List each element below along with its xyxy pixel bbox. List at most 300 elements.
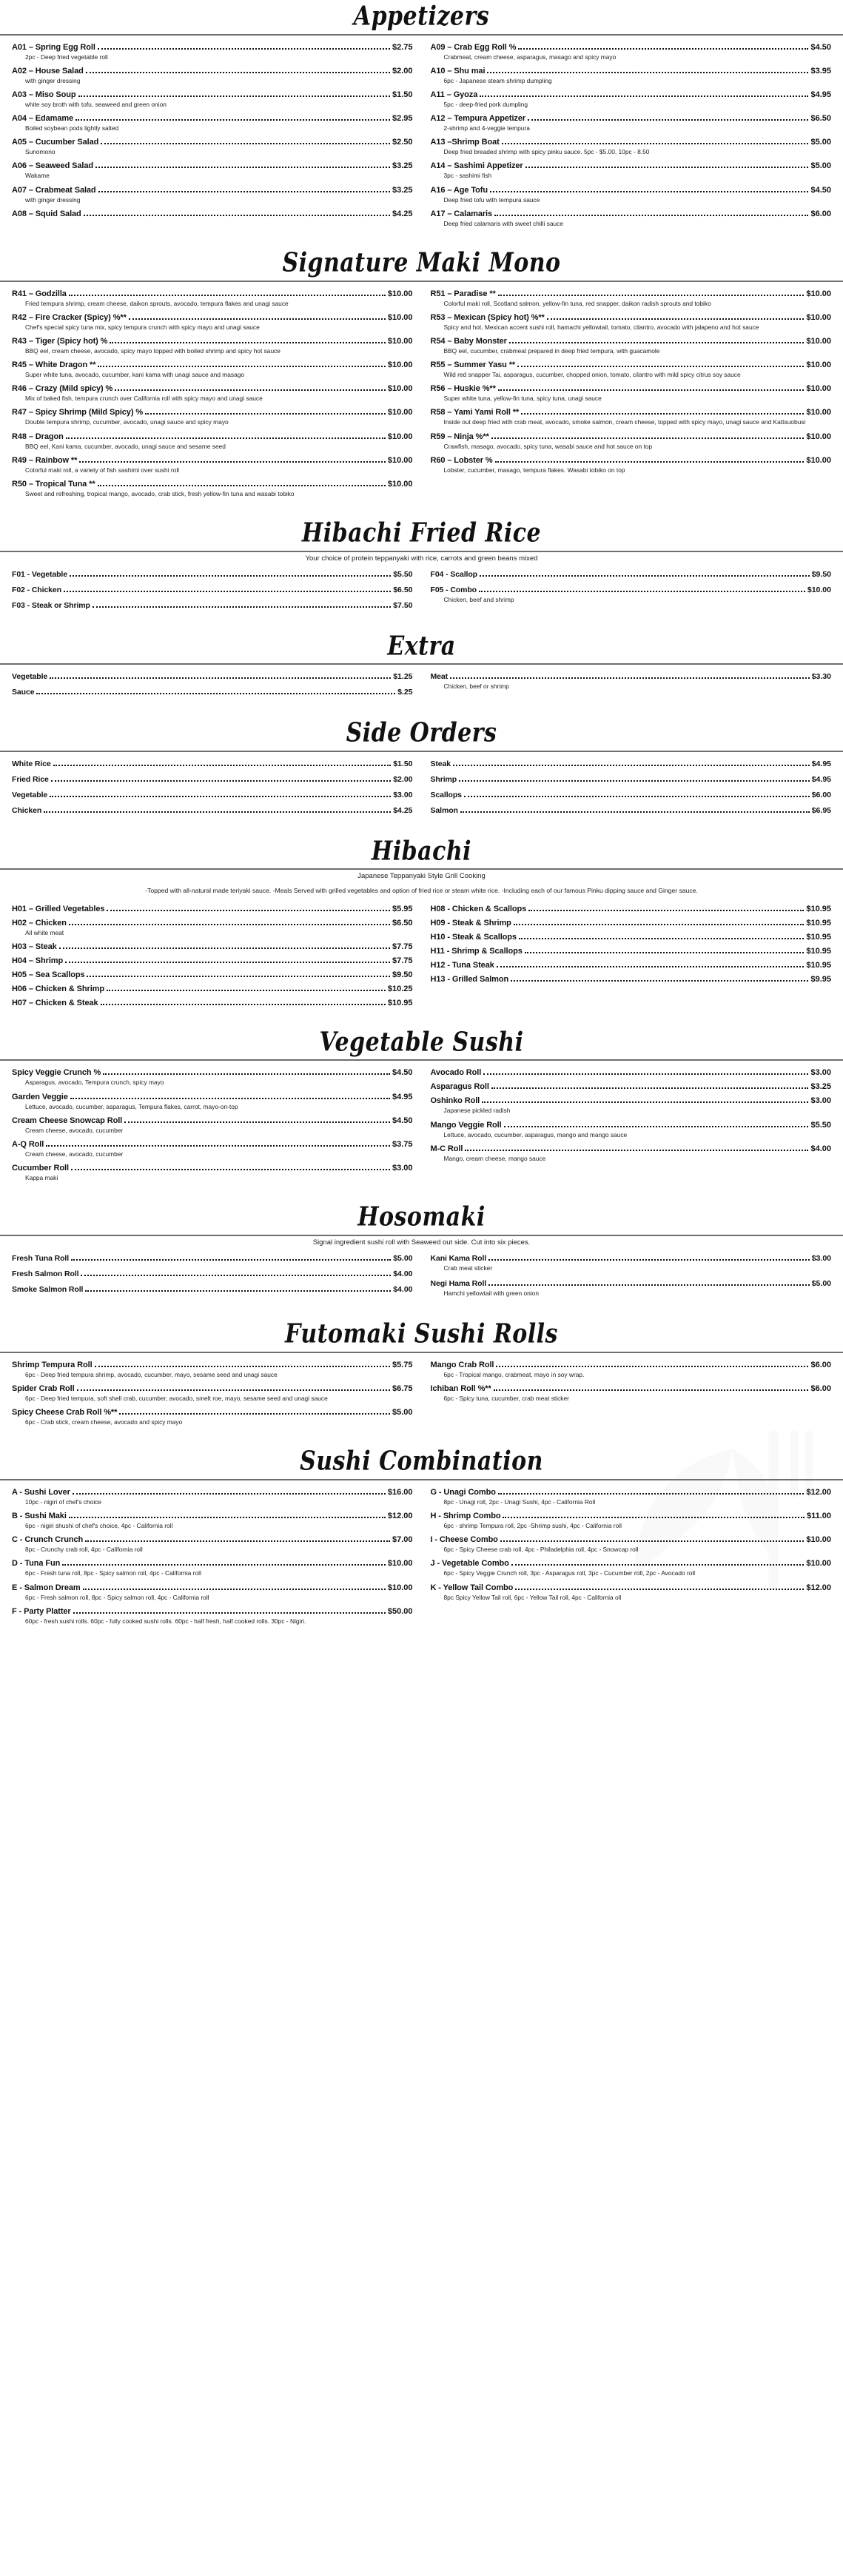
section-spacer: [0, 1187, 843, 1201]
menu-item: [431, 138, 832, 156]
menu-item-line: [12, 408, 413, 417]
leader-dots: [519, 935, 804, 939]
menu-item-line: [12, 1361, 413, 1369]
menu-item-price: $4.25: [393, 805, 413, 815]
menu-item: [12, 1164, 413, 1182]
menu-item-name: H08 - Chicken & Scallops: [430, 904, 527, 913]
menu-item-price: $5.75: [392, 1360, 413, 1369]
leader-dots: [494, 212, 808, 216]
menu-item: [12, 186, 413, 204]
menu-item: [12, 289, 413, 308]
leader-dots: [101, 140, 390, 144]
menu-item-price: $10.00: [387, 480, 413, 489]
menu-item-name: R50 – Tropical Tuna **: [12, 480, 95, 489]
menu-item-line: [12, 1607, 413, 1616]
menu-item: [431, 313, 832, 332]
leader-dots: [479, 588, 805, 592]
leader-dots: [509, 339, 804, 343]
menu-item-line: [431, 1068, 832, 1077]
leader-dots: [107, 907, 390, 911]
menu-item-price: $5.00: [392, 1408, 413, 1418]
menu-item: [12, 456, 413, 474]
menu-item-description: Chicken, beef or shrimp: [443, 682, 509, 691]
menu-item-price: $10.00: [806, 384, 831, 394]
leader-dots: [498, 292, 805, 296]
menu-item-price: $10.00: [387, 336, 413, 346]
leader-dots: [502, 140, 809, 144]
menu-item: [12, 360, 413, 379]
menu-item: [12, 919, 413, 937]
menu-item-description: 6pc - Crab stick, cream cheese, avocado and spicy mayo: [25, 1418, 183, 1426]
menu-item-name: F01 - Vegetable: [12, 569, 67, 579]
section-header: [0, 717, 843, 752]
menu-item-description: 8pc - Crunchy crab roll, 4pc - California roll: [25, 1546, 143, 1554]
menu-item-line: [12, 1285, 413, 1294]
menu-item-price: $3.95: [810, 66, 831, 76]
menu-item-description: Crabmeat, cream cheese, asparagus, masago and spicy mayo: [443, 53, 617, 61]
column-left: [12, 1488, 413, 1631]
leader-dots: [491, 1084, 809, 1089]
menu-item-line: [12, 456, 413, 465]
menu-item-name: R53 – Mexican (Spicy hot) %**: [430, 312, 545, 322]
menu-item-line: [431, 1254, 832, 1263]
menu-item-price: $10.00: [807, 585, 831, 594]
menu-item: [12, 1408, 413, 1426]
menu-item-name: R51 – Paradise **: [430, 289, 496, 298]
menu-item-name: R54 – Baby Monster: [430, 336, 507, 346]
section-divider: [0, 281, 843, 282]
menu-item-line: [12, 360, 413, 369]
menu-item-name: Oshinko Roll: [430, 1096, 480, 1106]
menu-item-name: H10 - Steak & Scallops: [430, 932, 517, 942]
menu-item-price: $10.00: [387, 360, 413, 370]
menu-item-name: R43 – Tiger (Spicy hot) %: [12, 336, 108, 346]
menu-item-name: R55 – Summer Yasu **: [430, 360, 516, 370]
leader-dots: [525, 164, 809, 168]
leader-dots: [101, 1001, 386, 1005]
menu-item-line: [12, 209, 413, 218]
menu-item-line: [12, 1583, 413, 1592]
menu-item-description: Boiled soybean pods lightly salted: [25, 124, 119, 133]
section-title: Sushi Combination: [300, 1446, 543, 1477]
menu-item-line: [431, 586, 832, 594]
section-note: -Topped with all-natural made teriyaki sauce. -Meals Served with grilled vegetables and option of fried rice or steam white rice. -Including each of our famous Pinku dipping sauce and Ginger sauce.: [145, 887, 698, 895]
menu-item-name: Asparagus Roll: [430, 1082, 489, 1092]
menu-item-price: $5.95: [392, 904, 413, 913]
menu-item-name: A16 – Age Tofu: [430, 185, 488, 195]
leader-dots: [497, 963, 805, 967]
menu-item-description: BBQ eel, Kani kama, cucumber, avocado, unagi sauce and sesame seed: [25, 442, 226, 450]
menu-item-line: [12, 985, 413, 993]
menu-item: [12, 209, 413, 218]
menu-item: [431, 337, 832, 355]
menu-item-name: Chicken: [12, 805, 42, 815]
menu-item: [431, 791, 832, 799]
menu-item: [12, 1254, 413, 1263]
menu-item: [431, 775, 832, 784]
menu-item: [12, 384, 413, 403]
menu-item-name: Fresh Salmon Roll: [12, 1269, 79, 1278]
menu-item-name: H11 - Shrimp & Scallops: [430, 946, 523, 956]
menu-item-line: [431, 919, 832, 928]
menu-item-description: Japanese pickled radish: [443, 1107, 511, 1115]
section-title: Hosomaki: [357, 1202, 486, 1233]
leader-dots: [86, 69, 390, 73]
menu-item: [431, 1121, 832, 1139]
leader-dots: [62, 1561, 386, 1566]
menu-item-name: A08 – Squid Salad: [12, 209, 81, 218]
leader-dots: [75, 116, 390, 121]
menu-item-name: J - Vegetable Combo: [430, 1559, 509, 1569]
leader-dots: [98, 482, 386, 486]
menu-item-name: A12 – Tempura Appetizer: [430, 114, 526, 124]
menu-item-price: $10.00: [387, 455, 413, 465]
menu-item-line: [12, 43, 413, 52]
section-header: [0, 835, 843, 881]
menu-item-name: A07 – Crabmeat Salad: [12, 185, 96, 195]
menu-item-description: Spicy and hot, Mexican accent sushi roll, hamachi yellowtail, tomato, cilantro, avocado with jalapeno and hot sauce: [443, 323, 759, 331]
menu-item: [12, 601, 413, 610]
menu-item-description: Mix of baked fish, tempura crunch over California roll with spicy mayo and unagi sauce: [25, 395, 263, 403]
menu-item-price: $10.00: [806, 289, 831, 298]
menu-item-name: Scallops: [430, 790, 462, 799]
menu-item-price: $6.00: [810, 1360, 831, 1369]
leader-dots: [483, 1070, 808, 1075]
menu-item-name: Mango Crab Roll: [430, 1360, 494, 1369]
menu-item-description: Deep fried breaded shrimp with spicy pinku sauce. 5pc - $5.00, 10pc - 8.50: [443, 148, 650, 156]
menu-item-price: $11.00: [806, 1512, 831, 1521]
menu-item-price: $10.00: [806, 1535, 831, 1545]
menu-item-line: [12, 384, 413, 393]
section-columns: [0, 1061, 843, 1187]
menu-item-price: $7.75: [392, 956, 413, 965]
menu-item-price: $10.00: [387, 384, 413, 394]
menu-item: [431, 1096, 832, 1115]
leader-dots: [491, 435, 805, 439]
menu-item-line: [431, 961, 832, 970]
menu-item-description: Crawfish, masago, avocado, spicy tuna, wasabi sauce and hot sauce on top: [443, 442, 653, 450]
section-columns: [0, 1480, 843, 1631]
menu-item-description: Asparagus, avocado, Tempura crunch, spicy mayo: [25, 1079, 164, 1087]
menu-item: [431, 1512, 832, 1530]
menu-item: [431, 1254, 832, 1272]
menu-item: [431, 961, 832, 970]
menu-item-line: [12, 806, 413, 815]
section-spacer: [0, 617, 843, 630]
leader-dots: [503, 1514, 805, 1518]
leader-dots: [498, 386, 805, 391]
menu-item: [12, 1384, 413, 1403]
menu-item: [431, 806, 832, 815]
menu-item: [12, 1140, 413, 1158]
menu-item: [431, 67, 832, 85]
menu-item-line: [12, 1093, 413, 1101]
menu-item-line: [12, 337, 413, 346]
menu-item-name: R59 – Ninja %**: [430, 432, 489, 441]
menu-item-price: $6.75: [392, 1383, 413, 1393]
menu-item-name: R42 – Fire Cracker (Spicy) %**: [12, 312, 127, 322]
menu-item-name: A17 – Calamaris: [430, 209, 492, 218]
menu-item-description: Sunomono: [25, 148, 56, 156]
leader-dots: [98, 45, 390, 50]
menu-item-description: Sweet and refreshing, tropical mango, avocado, crab stick, fresh yellow-fin tuna and wasabi tobiko: [25, 490, 295, 497]
menu-item-name: Spicy Veggie Crunch %: [12, 1068, 101, 1078]
menu-item-description: Inside out deep fried with crab meat, avocado, smoke salmon, cream cheese, topped with spicy mayo, unagi sauce and Kattsuobusi: [443, 418, 806, 426]
menu-item-name: D - Tuna Fun: [12, 1559, 61, 1569]
section-spacer: [0, 1013, 843, 1026]
menu-item-price: $9.50: [392, 970, 413, 979]
menu-item-price: $10.00: [387, 1583, 413, 1592]
menu-item-name: H - Shrimp Combo: [430, 1512, 501, 1521]
menu-item-line: [431, 791, 832, 799]
menu-item: [431, 947, 832, 956]
menu-item-name: A03 – Miso Soup: [12, 90, 76, 99]
menu-item-name: A10 – Shu mai: [430, 66, 486, 76]
menu-item-description: 2pc - Deep fried vegetable roll: [25, 53, 108, 61]
menu-item-description: Chef's special spicy tuna mix, spicy tempura crunch with spicy mayo and unagi sauce: [25, 323, 260, 331]
leader-dots: [482, 1099, 808, 1103]
leader-dots: [50, 793, 391, 797]
leader-dots: [494, 1386, 809, 1391]
leader-dots: [488, 1281, 810, 1286]
menu-item: [431, 1535, 832, 1554]
menu-section-vegetable-sushi: [0, 1026, 843, 1201]
menu-item: [431, 432, 832, 451]
section-spacer: [0, 233, 843, 246]
menu-item-description: Super white tuna, avocado, cucumber, kani kama with unagi sauce and masago: [25, 371, 245, 379]
menu-item-name: F02 - Chicken: [12, 585, 61, 594]
menu-item-description: Mango, cream cheese, mango sauce: [443, 1154, 546, 1162]
leader-dots: [36, 690, 395, 694]
leader-dots: [85, 1537, 390, 1542]
menu-item: [12, 905, 413, 913]
menu-item-name: A14 – Sashimi Appetizer: [430, 161, 523, 171]
menu-item-line: [12, 759, 413, 768]
menu-item-price: $3.25: [810, 1082, 831, 1092]
menu-item-name: Shrimp: [430, 774, 457, 784]
menu-item-line: [431, 947, 832, 956]
menu-item-name: Fried Rice: [12, 774, 49, 784]
column-right: [431, 1488, 832, 1631]
menu-item-price: $2.00: [393, 774, 413, 784]
menu-item-line: [431, 1559, 832, 1568]
menu-item-line: [12, 956, 413, 965]
menu-item-name: A05 – Cucumber Salad: [12, 138, 99, 147]
menu-item-name: M-C Roll: [430, 1144, 463, 1153]
menu-item-price: $4.00: [393, 1269, 413, 1278]
menu-item-price: $10.00: [806, 432, 831, 441]
menu-item: [431, 43, 832, 61]
section-divider: [0, 751, 843, 752]
menu-section-hosomaki: [0, 1201, 843, 1318]
leader-dots: [496, 1363, 808, 1367]
menu-item-price: $7.00: [392, 1535, 413, 1545]
section-header: [0, 1318, 843, 1353]
leader-dots: [464, 793, 810, 797]
section-columns: [0, 897, 843, 1013]
column-right: [431, 905, 832, 1013]
menu-item: [431, 1384, 832, 1403]
menu-item-description: Fried tempura shrimp, cream cheese, daikon sprouts, avocado, tempura flakes and unagi sauce: [25, 299, 289, 307]
menu-item-line: [12, 999, 413, 1007]
menu-item: [12, 956, 413, 965]
section-columns: [0, 1247, 843, 1304]
menu-item: [431, 114, 832, 133]
menu-item-description: Colorful maki roll, Scotland salmon, yellow-fin tuna, red snapper, daikon radish sprouts and tobiko: [443, 299, 711, 307]
menu-item-price: $10.95: [806, 918, 831, 928]
leader-dots: [69, 1514, 386, 1518]
column-right: [431, 570, 832, 617]
menu-item-line: [431, 933, 832, 942]
menu-item-description: Lettuce, avocado, cucumber, asparagus, mango and mango sauce: [443, 1130, 628, 1138]
menu-item-line: [12, 1269, 413, 1278]
leader-dots: [98, 363, 385, 367]
menu-item-name: G - Unagi Combo: [430, 1487, 496, 1497]
menu-item-price: $3.25: [392, 185, 413, 195]
menu-item-price: $2.00: [392, 66, 413, 76]
section-divider: [0, 1235, 843, 1236]
menu-item-description: Double tempura shrimp, cucumber, avocado, unagi sauce and spicy mayo: [25, 418, 229, 426]
menu-item-name: A13 –Shrimp Boat: [430, 138, 500, 147]
leader-dots: [107, 987, 386, 991]
leader-dots: [70, 1095, 390, 1099]
menu-item-line: [12, 1116, 413, 1125]
menu-item-price: $10.00: [806, 360, 831, 370]
column-left: [12, 1254, 413, 1304]
menu-item-name: R47 – Spicy Shrimp (Mild Spicy) %: [12, 408, 144, 417]
menu-item-price: $50.00: [387, 1606, 413, 1616]
leader-dots: [517, 363, 804, 367]
menu-item-description: 6pc - shrimp Tempura roll, 2pc -Shrimp sushi, 4pc - California roll: [443, 1522, 622, 1530]
menu-item-price: $5.00: [811, 1279, 831, 1289]
menu-item: [431, 672, 832, 691]
menu-item-line: [12, 905, 413, 913]
menu-item-price: $3.25: [392, 161, 413, 171]
menu-section-signature-maki-mono: [0, 246, 843, 517]
section-subtitle: Signal ingredient sushi roll with Seaweed out side. Cut into six pieces.: [312, 1238, 531, 1247]
menu-item: [431, 1488, 832, 1506]
menu-item-line: [431, 570, 832, 579]
menu-item: [12, 161, 413, 180]
menu-item-price: $1.50: [393, 759, 413, 768]
menu-item-line: [12, 90, 413, 99]
menu-item: [431, 161, 832, 180]
leader-dots: [73, 1609, 386, 1614]
menu-item-description: 5pc - deep-fried pork dumpling: [443, 100, 528, 108]
menu-item-line: [12, 775, 413, 784]
menu-item-price: $10.00: [806, 455, 831, 465]
menu-item-price: $10.95: [806, 932, 831, 942]
column-left: [12, 1361, 413, 1432]
menu-item-price: $4.00: [393, 1284, 413, 1294]
menu-item-line: [431, 161, 832, 170]
leader-dots: [64, 588, 391, 592]
leader-dots: [504, 1123, 809, 1127]
menu-item-line: [12, 1384, 413, 1393]
menu-item-name: A - Sushi Lover: [12, 1487, 70, 1497]
menu-item-description: 8pc Spicy Yellow Tail roll, 6pc - Yellow Tail roll, 4pc - California oll: [443, 1593, 622, 1601]
menu-item: [12, 672, 413, 681]
leader-dots: [44, 808, 391, 813]
menu-item-price: $1.50: [392, 90, 413, 99]
menu-item-description: Wakame: [25, 172, 50, 180]
leader-dots: [79, 458, 386, 463]
menu-item-line: [431, 1082, 832, 1091]
leader-dots: [495, 458, 805, 463]
menu-item-line: [431, 90, 832, 99]
menu-item-name: A04 – Edamame: [12, 114, 74, 124]
menu-item-price: $3.00: [811, 1253, 831, 1263]
menu-item-name: Vegetable: [12, 790, 48, 799]
menu-item-price: $10.00: [806, 312, 831, 322]
menu-item-line: [12, 1535, 413, 1544]
menu-item-name: H05 – Sea Scallops: [12, 970, 85, 979]
menu-item: [431, 905, 832, 913]
menu-item-line: [12, 942, 413, 951]
menu-item-description: BBQ eel, cream cheese, avocado, spicy mayo topped with boiled shrimp and spicy hot sauce: [25, 346, 281, 355]
menu-item-line: [12, 1254, 413, 1263]
section-spacer: [0, 1432, 843, 1445]
section-spacer: [0, 703, 843, 717]
menu-item-price: $9.95: [810, 974, 831, 984]
menu-item-name: Smoke Salmon Roll: [12, 1284, 84, 1294]
menu-item: [431, 1583, 832, 1602]
menu-item-price: $5.00: [393, 1253, 413, 1263]
menu-item-price: $4.50: [810, 185, 831, 195]
menu-item-price: $10.00: [387, 289, 413, 298]
menu-item: [12, 1093, 413, 1111]
menu-item-line: [431, 975, 832, 984]
menu-item-description: Deep fried tofu with tempura sauce: [443, 195, 540, 204]
menu-item-line: [431, 1583, 832, 1592]
leader-dots: [70, 572, 391, 577]
menu-item: [431, 570, 832, 579]
section-columns: [0, 752, 843, 822]
menu-item-price: $10.95: [387, 998, 413, 1007]
menu-item-line: [431, 775, 832, 784]
menu-item-description: All white meat: [25, 928, 64, 936]
section-header: [0, 0, 843, 36]
menu-item-name: Salmon: [430, 805, 458, 815]
menu-item-line: [431, 1384, 832, 1393]
menu-item: [12, 985, 413, 993]
section-divider: [0, 1059, 843, 1061]
menu-item-line: [431, 1361, 832, 1369]
menu-item-price: $3.75: [392, 1140, 413, 1150]
menu-item-name: Vegetable: [12, 672, 48, 682]
menu-item-line: [431, 114, 832, 123]
menu-item: [431, 289, 832, 308]
leader-dots: [528, 116, 808, 121]
column-right: [431, 672, 832, 703]
section-spacer: [0, 503, 843, 517]
menu-item-line: [431, 186, 832, 195]
leader-dots: [53, 762, 392, 766]
menu-item-line: [431, 1144, 832, 1153]
leader-dots: [87, 973, 389, 977]
menu-item: [12, 313, 413, 332]
menu-item-description: BBQ eel, cucumber, crabmeat prepared in deep fried tempura, with guacamole: [443, 346, 660, 355]
menu-item: [431, 933, 832, 942]
menu-item-name: R46 – Crazy (Mild spicy) %: [12, 384, 113, 394]
section-header: [0, 246, 843, 282]
leader-dots: [77, 1386, 390, 1391]
section-title: Futomaki Sushi Rolls: [285, 1318, 558, 1350]
section-title: Vegetable Sushi: [319, 1027, 524, 1058]
leader-dots: [453, 762, 810, 766]
menu-section-side-orders: [0, 717, 843, 835]
leader-dots: [145, 410, 386, 415]
